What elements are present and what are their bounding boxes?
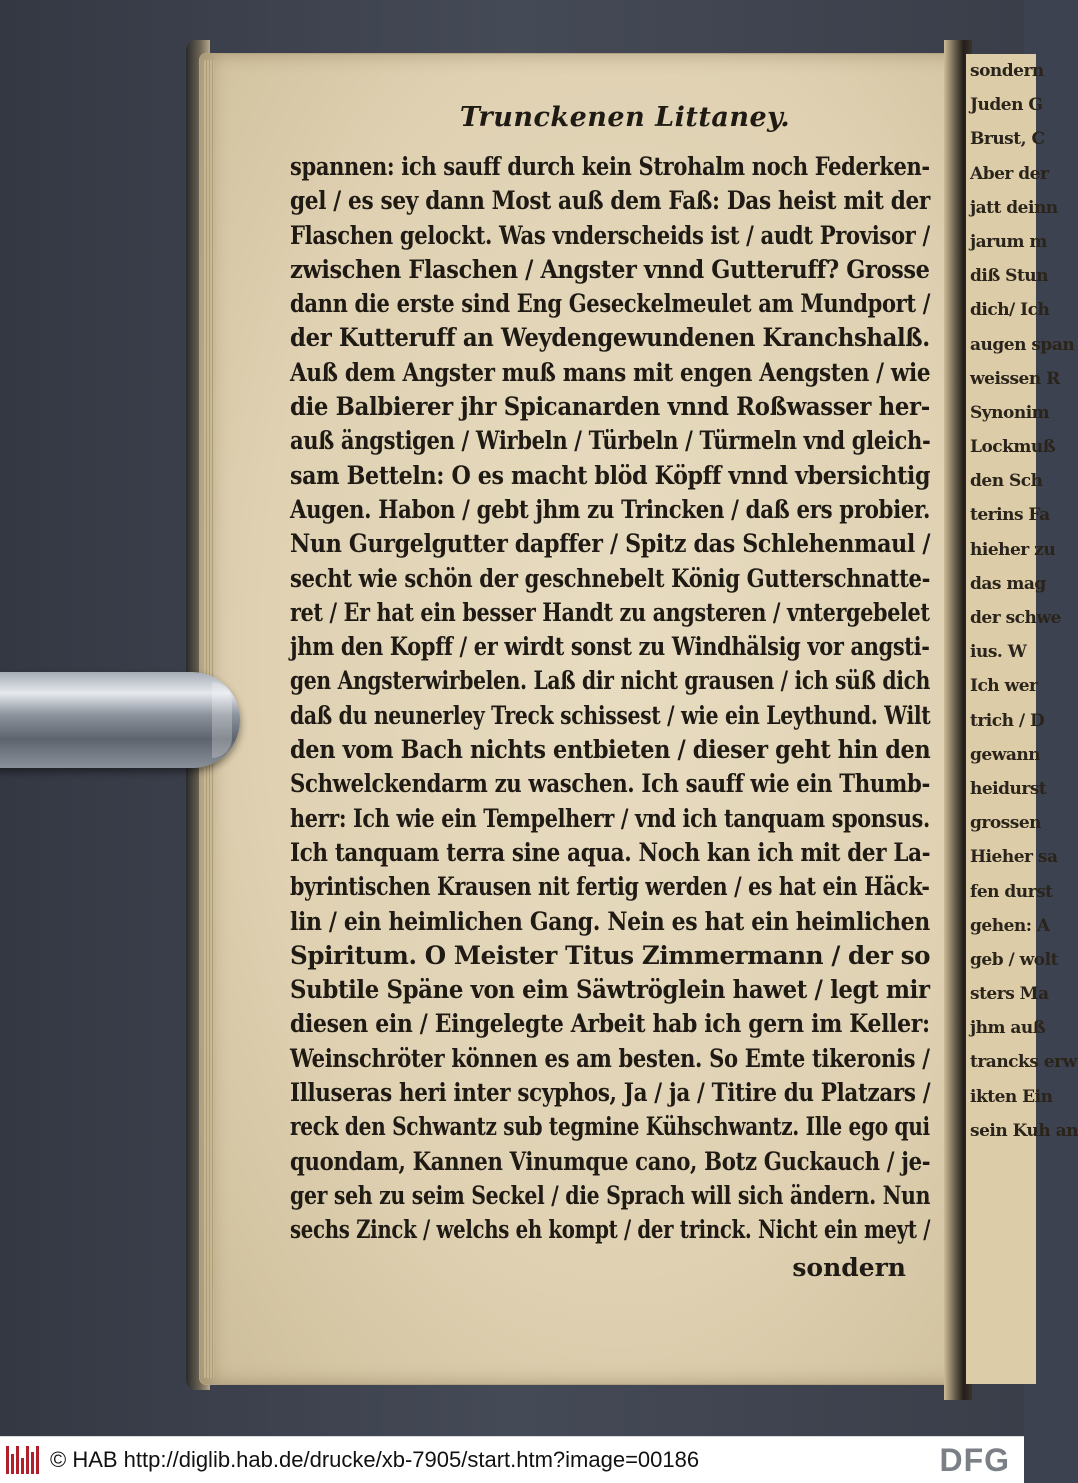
text-line: Subtile Späne von eim Säwtröglein hawet / legt mir — [290, 975, 930, 1005]
facing-text-line: Synonim — [970, 402, 1050, 423]
text-line: herr: Ich wie ein Tempelherr / vnd ich tanquam sponsus. — [290, 803, 930, 833]
hab-logo-icon — [6, 1446, 40, 1474]
facing-text-line: sondern — [970, 61, 1044, 81]
facing-text-line: terins Fa — [970, 505, 1050, 526]
facing-page-fragment — [966, 54, 1078, 1384]
text-line: Schwelckendarm zu waschen. Ich sauff wie ein Thumb- — [290, 769, 931, 799]
facing-text-line: ikten Ein — [970, 1086, 1053, 1107]
facing-text-line: hieher zu — [970, 539, 1056, 560]
text-line: auß ängstigen / Wirbeln / Türbeln / Türmeln vnd gleich- — [290, 426, 931, 456]
facing-text-line: gewann — [970, 744, 1041, 765]
text-line: gel / es sey dann Most auß dem Faß: Das heist mit der — [290, 186, 930, 216]
text-line: lin / ein heimlichen Gang. Nein es hat ein heimlichen — [290, 906, 930, 936]
text-line: Ich tanquam terra sine aqua. Noch kan ich mit der La- — [290, 837, 931, 867]
facing-text-line: den Sch — [970, 471, 1043, 492]
facing-text-line: Juden G — [970, 95, 1043, 116]
text-line: jhm den Kopff / er wirdt sonst zu Windhälsig vor angsti- — [290, 632, 930, 662]
text-line: secht wie schön der geschnebelt König Gutterschnatte- — [290, 563, 931, 593]
facing-text-line: trancks erw — [970, 1052, 1077, 1073]
text-line: Augen. Habon / gebt jhm zu Trincken / daß ers probier. — [290, 494, 931, 524]
facing-text-line: Brust, C — [970, 129, 1045, 150]
text-line: Auß dem Angster muß mans mit engen Aengsten / wie — [290, 357, 931, 387]
facing-text-line: grossen — [970, 813, 1041, 834]
facing-text-line: dich/ Ich — [970, 300, 1050, 321]
dfg-logo: DFG — [939, 1442, 1010, 1478]
text-line: daß du neunerley Treck schissest / wie ein Leythund. Wilt — [290, 700, 931, 730]
facing-text-line: jhm auß — [970, 1018, 1046, 1039]
facing-text-line: heidurst — [970, 778, 1047, 799]
text-line: zwischen Flaschen / Angster vnnd Gutteruff? Grosse — [290, 254, 930, 284]
facing-text-line: fen durst — [970, 881, 1053, 902]
facing-text-line: diß Stun — [970, 266, 1049, 287]
text-line: dann die erste sind Eng Geseckelmeulet am Mundport / — [290, 289, 931, 319]
text-line: sam Betteln: O es macht blöd Köpff vnnd vbersichtig — [290, 460, 931, 490]
text-line: diesen ein / Eingelegte Arbeit hab ich gern im Keller: — [290, 1009, 930, 1039]
catchword: sondern — [792, 1252, 906, 1282]
facing-text-line: gehen: A — [970, 915, 1050, 936]
facing-text-line: Aber der — [970, 163, 1049, 184]
text-line: Flaschen gelockt. Was vnderscheids ist / audt Provisor / — [290, 220, 930, 250]
text-line: Illuseras heri inter scyphos, Ja / ja / Titire du Platzars / — [290, 1078, 931, 1108]
facing-text-line: Ich wer — [970, 676, 1038, 697]
facing-text-line: sein Kuh an — [970, 1120, 1078, 1141]
text-line: ret / Er hat ein besser Handt zu angsteren / vntergebelet — [290, 597, 930, 627]
text-line: ger seh zu seim Seckel / die Sprach will sich ändern. Nun — [290, 1180, 931, 1210]
viewer-footer — [0, 1436, 1024, 1483]
facing-text-line: Hieher sa — [970, 847, 1058, 868]
facing-text-line: geb / wolt — [970, 949, 1058, 970]
text-line: Spiritum. O Meister Titus Zimmermann / der so — [290, 940, 931, 970]
facing-text-line: augen span — [970, 334, 1075, 355]
facing-text-line: ius. W — [970, 642, 1027, 663]
text-line: sechs Zinck / welchs eh kompt / der trinck. Nicht ein meyt / — [290, 1215, 931, 1245]
text-line: der Kutteruff an Weydengewundenen Kranchshalß. — [290, 323, 930, 353]
text-line: reck den Schwantz sub tegmine Kühschwantz. Ille ego qui — [290, 1112, 930, 1142]
source-link[interactable]: © HAB http://diglib.hab.de/drucke/xb-7905/start.htm?image=00186 — [50, 1447, 700, 1472]
facing-page-lines — [966, 54, 1078, 1148]
facing-text-line: sters Ma — [970, 984, 1049, 1005]
facing-text-line: trich / D — [970, 710, 1045, 731]
facing-text-line: jatt deinn — [970, 197, 1058, 218]
page-holder-spatula — [0, 672, 240, 768]
facing-text-line: weissen R — [970, 368, 1060, 389]
text-line: die Balbierer jhr Spicanarden vnnd Roßwasser her- — [290, 392, 930, 422]
page-text-block — [290, 100, 930, 1288]
facing-text-line: Lockmuß — [970, 437, 1056, 458]
text-line: den vom Bach nichts entbieten / dieser geht hin den — [290, 735, 931, 765]
facing-text-line: jarum m — [970, 231, 1047, 252]
text-line: Weinschröter können es am besten. So Emte tikeronis / — [290, 1043, 930, 1073]
facing-text-line: das mag — [970, 573, 1046, 594]
text-line: byrintischen Krausen nit fertig werden / es hat ein Häck- — [290, 872, 930, 902]
text-line: spannen: ich sauff durch kein Strohalm noch Federken- — [290, 152, 930, 181]
text-line: quondam, Kannen Vinumque cano, Botz Guckauch / je- — [290, 1146, 931, 1176]
running-head: Trunckenen Littaney. — [459, 102, 791, 133]
body-text — [290, 150, 930, 1248]
text-line: Nun Gurgelgutter dapffer / Spitz das Schlehenmaul / — [290, 529, 931, 559]
facing-text-line: der schwe — [970, 608, 1061, 628]
text-line: gen Angsterwirbelen. Laß dir nicht grausen / ich süß dich — [290, 666, 931, 696]
